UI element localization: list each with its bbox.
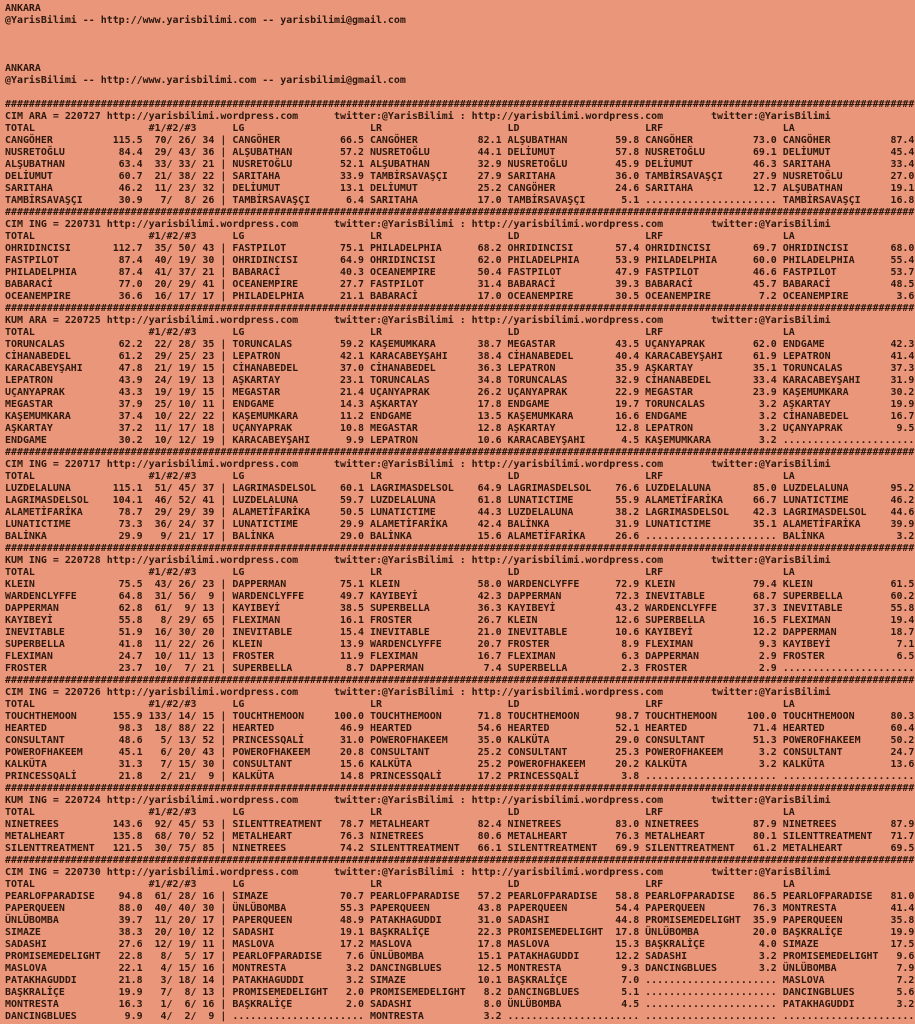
column-header-line: TOTAL #1/#2/#3 LG LR LD LRF LA xyxy=(5,807,795,818)
data-row: UÇANYAPRAK 43.3 19/ 19/ 15 | MEGASTAR 21.4 UÇANYAPRAK 26.2 UÇANYAPRAK 22.9 MEGASTAR 23.9 KAŞEMUMKARA 30.2 xyxy=(5,387,915,398)
data-row: CİHANABEDEL 61.2 29/ 25/ 23 | LEPATRON 42.1 KARACABEYŞAHI 38.4 CİHANABEDEL 40.4 KARACABEYŞAHI 61.9 LEPATRON 41.4 xyxy=(5,351,915,362)
data-row: SIMAZE 38.3 20/ 10/ 12 | SADASHI 19.1 BAŞKRALİÇE 22.3 PROMISEMEDELIGHT 17.8 ÜNLÜBOMBA 20.0 BAŞKRALİÇE 19.9 xyxy=(5,927,915,938)
data-row: POWEROFHAKEEM 45.1 6/ 20/ 43 | POWEROFHAKEEM 20.8 CONSULTANT 25.2 CONSULTANT 25.3 POWEROFHAKEEM 3.2 CONSULTANT 24.7 xyxy=(5,747,915,758)
data-row: LEPATRON 43.9 24/ 19/ 13 | AŞKARTAY 23.1 TORUNCALAS 34.8 TORUNCALAS 32.9 CİHANABEDEL 33.4 KARACABEYŞAHI 31.9 xyxy=(5,375,915,386)
data-row: CONSULTANT 48.6 5/ 13/ 52 | PRINCESSQALİ 31.0 POWEROFHAKEEM 35.0 KALKÜTA 29.0 CONSULTANT 51.3 POWEROFHAKEEM 50.2 xyxy=(5,735,915,746)
data-row: BABARACİ 77.0 20/ 29/ 41 | OCEANEMPIRE 27.7 FASTPILOT 31.4 BABARACİ 39.3 BABARACİ 45.7 BABARACİ 48.5 xyxy=(5,279,915,290)
separator-line: ######################################################################################################################################################## xyxy=(5,447,915,458)
section-title: KUM ARA = 220725 http://yarisbilimi.wordpress.com twitter:@YarisBilimi : http://yarisbilimi.wordpress.com twitter:@YarisBilimi xyxy=(5,315,831,326)
separator-line: ######################################################################################################################################################## xyxy=(5,207,915,218)
column-header-line: TOTAL #1/#2/#3 LG LR LD LRF LA xyxy=(5,123,795,134)
separator-line: ######################################################################################################################################################## xyxy=(5,99,915,110)
data-row: PRINCESSQALİ 21.8 2/ 21/ 9 | KALKÜTA 14.8 PRINCESSQALİ 17.2 PRINCESSQALİ 3.8 ...................... ...................... xyxy=(5,771,915,782)
section-title: CIM ARA = 220727 http://yarisbilimi.wordpress.com twitter:@YarisBilimi : http://yarisbilimi.wordpress.com twitter:@YarisBilimi xyxy=(5,111,831,122)
data-row: FLEXIMAN 24.7 10/ 11/ 13 | FROSTER 11.9 FLEXIMAN 16.7 FLEXIMAN 6.3 DAPPERMAN 2.9 FROSTER 6.5 xyxy=(5,651,915,662)
data-row: MEGASTAR 37.9 25/ 10/ 11 | ENDGAME 14.3 AŞKARTAY 17.8 ENDGAME 19.7 TORUNCALAS 3.2 AŞKARTAY 19.9 xyxy=(5,399,915,410)
section-title: CIM ING = 220726 http://yarisbilimi.wordpress.com twitter:@YarisBilimi : http://yarisbilimi.wordpress.com twitter:@YarisBilimi xyxy=(5,687,831,698)
column-header-line: TOTAL #1/#2/#3 LG LR LD LRF LA xyxy=(5,471,795,482)
data-row: WARDENCLYFFE 64.8 31/ 56/ 9 | WARDENCLYFFE 49.7 KAYIBEYİ 42.3 DAPPERMAN 72.3 INEVITABLE 68.7 SUPERBELLA 60.2 xyxy=(5,591,915,602)
data-row: ALŞUBATHAN 63.4 33/ 33/ 21 | NUSRETOĞLU 52.1 ALŞUBATHAN 32.9 NUSRETOĞLU 45.9 DELİUMUT 46.3 SARITAHA 33.4 xyxy=(5,159,915,170)
data-row: METALHEART 135.8 68/ 70/ 52 | METALHEART 76.3 NINETREES 80.6 METALHEART 76.3 METALHEART 80.1 SILENTTREATMENT 71.7 xyxy=(5,831,915,842)
data-row: KAYIBEYİ 55.8 8/ 29/ 65 | FLEXIMAN 16.1 FROSTER 26.7 KLEIN 12.6 SUPERBELLA 16.5 FLEXIMAN 19.4 xyxy=(5,615,915,626)
section-title: CIM ING = 220731 http://yarisbilimi.wordpress.com twitter:@YarisBilimi : http://yarisbilimi.wordpress.com twitter:@YarisBilimi xyxy=(5,219,831,230)
data-row: INEVITABLE 51.9 16/ 30/ 20 | INEVITABLE 15.4 INEVITABLE 21.0 INEVITABLE 10.6 KAYIBEYİ 12.2 DAPPERMAN 18.7 xyxy=(5,627,915,638)
data-row: PEARLOFPARADISE 94.8 61/ 28/ 16 | SIMAZE 70.7 PEARLOFPARADISE 57.2 PEARLOFPARADISE 58.8 PEARLOFPARADISE 86.5 PEARLOFPARADISE 81.0 xyxy=(5,891,915,902)
data-row: SILENTTREATMENT 121.5 30/ 75/ 85 | NINETREES 74.2 SILENTTREATMENT 66.1 SILENTTREATMENT 69.9 SILENTTREATMENT 61.2 METALHEART 69.5 xyxy=(5,843,915,854)
data-row: DANCINGBLUES 9.9 4/ 2/ 9 | ...................... MONTRESTA 3.2 ...................... ...................... ...................... xyxy=(5,1011,915,1022)
data-row: LAGRIMASDELSOL 104.1 46/ 52/ 41 | LUZDELALUNA 59.7 LUZDELALUNA 61.8 LUNATICTIME 55.9 ALAMETİFARİKA 66.7 LUNATICTIME 46.2 xyxy=(5,495,915,506)
data-row: TORUNCALAS 62.2 22/ 28/ 35 | TORUNCALAS 59.2 KAŞEMUMKARA 38.7 MEGASTAR 43.5 UÇANYAPRAK 62.0 ENDGAME 42.3 xyxy=(5,339,915,350)
byline: @YarisBilimi -- http://www.yarisbilimi.com -- yarisbilimi@gmail.com xyxy=(5,15,406,26)
data-row: FROSTER 23.7 10/ 7/ 21 | SUPERBELLA 8.7 DAPPERMAN 7.4 SUPERBELLA 2.3 FROSTER 2.9 ...................... xyxy=(5,663,915,674)
blank-line xyxy=(5,27,914,39)
data-row: ALAMETİFARİKA 78.7 29/ 29/ 39 | ALAMETİFARİKA 50.5 LUNATICTIME 44.3 LUZDELALUNA 38.2 LAGRIMASDELSOL 42.3 LAGRIMASDELSOL 44.6 xyxy=(5,507,915,518)
data-row: SADASHI 27.6 12/ 19/ 11 | MASLOVA 17.2 MASLOVA 17.8 MASLOVA 15.3 BAŞKRALİÇE 4.0 SIMAZE 17.5 xyxy=(5,939,915,950)
data-row: KARACABEYŞAHI 47.8 21/ 19/ 15 | CİHANABEDEL 37.0 CİHANABEDEL 36.3 LEPATRON 35.9 AŞKARTAY 35.1 TORUNCALAS 37.3 xyxy=(5,363,915,374)
column-header-line: TOTAL #1/#2/#3 LG LR LD LRF LA xyxy=(5,231,795,242)
data-row: ÜNLÜBOMBA 39.7 11/ 20/ 17 | PAPERQUEEN 48.9 PATAKHAGUDDI 31.0 SADASHI 44.8 PROMISEMEDELIGHT 35.9 PAPERQUEEN 35.8 xyxy=(5,915,915,926)
blank-line xyxy=(5,87,914,99)
separator-line: ######################################################################################################################################################## xyxy=(5,855,915,866)
data-row: OCEANEMPIRE 36.6 16/ 17/ 17 | PHILADELPHIA 21.1 BABARACİ 17.0 OCEANEMPIRE 30.5 OCEANEMPIRE 7.2 OCEANEMPIRE 3.6 xyxy=(5,291,915,302)
data-row: LUZDELALUNA 115.1 51/ 45/ 37 | LAGRIMASDELSOL 60.1 LAGRIMASDELSOL 64.9 LAGRIMASDELSOL 76.6 LUZDELALUNA 85.0 LUZDELALUNA 95.2 xyxy=(5,483,915,494)
data-row: OHRIDINCISI 112.7 35/ 50/ 43 | FASTPILOT 75.1 PHILADELPHIA 68.2 OHRIDINCISI 57.4 OHRIDINCISI 69.7 OHRIDINCISI 68.0 xyxy=(5,243,915,254)
column-header-line: TOTAL #1/#2/#3 LG LR LD LRF LA xyxy=(5,699,795,710)
data-row: MONTRESTA 16.3 1/ 6/ 16 | BAŞKRALİÇE 2.0 SADASHI 8.0 ÜNLÜBOMBA 4.5 ...................... PATAKHAGUDDI 3.2 xyxy=(5,999,915,1010)
section-title: CIM ING = 220717 http://yarisbilimi.wordpress.com twitter:@YarisBilimi : http://yarisbilimi.wordpress.com twitter:@YarisBilimi xyxy=(5,459,831,470)
separator-line: ######################################################################################################################################################## xyxy=(5,675,915,686)
section-title: CIM ING = 220730 http://yarisbilimi.wordpress.com twitter:@YarisBilimi : http://yarisbilimi.wordpress.com twitter:@YarisBilimi xyxy=(5,867,831,878)
report-body xyxy=(5,99,914,1023)
data-row: KLEIN 75.5 43/ 26/ 23 | DAPPERMAN 75.1 KLEIN 58.0 WARDENCLYFFE 72.9 KLEIN 79.4 KLEIN 61.5 xyxy=(5,579,915,590)
data-row: KALKÜTA 31.3 7/ 15/ 30 | CONSULTANT 15.6 KALKÜTA 25.2 POWEROFHAKEEM 20.2 KALKÜTA 3.2 KALKÜTA 13.6 xyxy=(5,759,915,770)
data-row: PATAKHAGUDDI 21.8 3/ 18/ 14 | PATAKHAGUDDI 3.2 SIMAZE 10.1 BAŞKRALİÇE 7.0 ...................... MASLOVA 7.2 xyxy=(5,975,915,986)
data-row: MASLOVA 22.1 4/ 15/ 16 | MONTRESTA 3.2 DANCINGBLUES 12.5 MONTRESTA 9.3 DANCINGBLUES 3.2 ÜNLÜBOMBA 7.9 xyxy=(5,963,915,974)
column-header-line: TOTAL #1/#2/#3 LG LR LD LRF LA xyxy=(5,327,795,338)
separator-line: ######################################################################################################################################################## xyxy=(5,543,915,554)
section-title: KUM ING = 220724 http://yarisbilimi.wordpress.com twitter:@YarisBilimi : http://yarisbilimi.wordpress.com twitter:@YarisBilimi xyxy=(5,795,831,806)
location-line: ANKARA xyxy=(5,3,41,14)
data-row: NINETREES 143.6 92/ 45/ 53 | SILENTTREATMENT 78.7 METALHEART 82.4 NINETREES 83.0 NINETREES 87.9 NINETREES 87.9 xyxy=(5,819,915,830)
column-header-line: TOTAL #1/#2/#3 LG LR LD LRF LA xyxy=(5,567,795,578)
data-row: AŞKARTAY 37.2 11/ 17/ 18 | UÇANYAPRAK 10.8 MEGASTAR 12.8 AŞKARTAY 12.8 LEPATRON 3.2 UÇANYAPRAK 9.5 xyxy=(5,423,915,434)
blank-line xyxy=(5,39,914,51)
data-row: SUPERBELLA 41.8 11/ 22/ 26 | KLEIN 13.9 WARDENCLYFFE 20.7 FROSTER 8.9 FLEXIMAN 9.3 KAYIBEYİ 7.1 xyxy=(5,639,915,650)
data-row: HEARTED 98.3 18/ 88/ 22 | HEARTED 46.9 HEARTED 54.6 HEARTED 52.1 HEARTED 71.4 HEARTED 60.4 xyxy=(5,723,915,734)
data-row: FASTPILOT 87.4 40/ 19/ 30 | OHRIDINCISI 64.9 OHRIDINCISI 62.0 PHILADELPHIA 53.9 PHILADELPHIA 60.0 PHILADELPHIA 55.4 xyxy=(5,255,915,266)
location-line: ANKARA xyxy=(5,63,41,74)
byline: @YarisBilimi -- http://www.yarisbilimi.com -- yarisbilimi@gmail.com xyxy=(5,75,406,86)
data-row: SARITAHA 46.2 11/ 23/ 32 | DELİUMUT 13.1 DELİUMUT 25.2 CANGÖHER 24.6 SARITAHA 12.7 ALŞUBATHAN 19.1 xyxy=(5,183,915,194)
terminal-screen xyxy=(5,3,914,1023)
data-row: KAŞEMUMKARA 37.4 10/ 22/ 22 | KAŞEMUMKARA 11.2 ENDGAME 13.5 KAŞEMUMKARA 16.6 ENDGAME 3.2 CİHANABEDEL 16.7 xyxy=(5,411,915,422)
column-header-line: TOTAL #1/#2/#3 LG LR LD LRF LA xyxy=(5,879,795,890)
data-row: LUNATICTIME 73.3 36/ 24/ 37 | LUNATICTIME 29.9 ALAMETİFARİKA 42.4 BALİNKA 31.9 LUNATICTIME 35.1 ALAMETİFARİKA 39.9 xyxy=(5,519,915,530)
data-row: TOUCHTHEMOON 155.9 133/ 14/ 15 | TOUCHTHEMOON 100.0 TOUCHTHEMOON 71.8 TOUCHTHEMOON 98.7 TOUCHTHEMOON 100.0 TOUCHTHEMOON 80.3 xyxy=(5,711,915,722)
data-row: PHILADELPHIA 87.4 41/ 37/ 21 | BABARACİ 40.3 OCEANEMPIRE 50.4 FASTPILOT 47.9 FASTPILOT 46.6 FASTPILOT 53.7 xyxy=(5,267,915,278)
data-row: CANGÖHER 115.5 70/ 26/ 34 | CANGÖHER 66.5 CANGÖHER 82.1 ALŞUBATHAN 59.8 CANGÖHER 73.0 CANGÖHER 87.4 xyxy=(5,135,915,146)
data-row: TAMBİRSAVAŞÇI 30.9 7/ 8/ 26 | TAMBİRSAVAŞÇI 6.4 SARITAHA 17.0 TAMBİRSAVAŞÇI 5.1 ...................... TAMBİRSAVAŞÇI 16.8 xyxy=(5,195,915,206)
data-row: NUSRETOĞLU 84.4 29/ 43/ 36 | ALŞUBATHAN 57.2 NUSRETOĞLU 44.1 DELİUMUT 57.8 NUSRETOĞLU 69.1 DELİUMUT 45.4 xyxy=(5,147,915,158)
separator-line: ######################################################################################################################################################## xyxy=(5,783,915,794)
data-row: BAŞKRALİÇE 19.9 7/ 8/ 13 | PROMISEMEDELIGHT 2.0 PROMISEMEDELIGHT 8.2 DANCINGBLUES 5.1 ...................... DANCINGBLUES 5.6 xyxy=(5,987,915,998)
data-row: PROMISEMEDELIGHT 22.8 8/ 5/ 17 | PEARLOFPARADISE 7.6 ÜNLÜBOMBA 15.1 PATAKHAGUDDI 12.2 SADASHI 3.2 PROMISEMEDELIGHT 9.6 xyxy=(5,951,915,962)
data-row: DELİUMUT 60.7 21/ 38/ 22 | SARITAHA 33.9 TAMBİRSAVAŞÇI 27.9 SARITAHA 36.0 TAMBİRSAVAŞÇI 27.9 NUSRETOĞLU 27.0 xyxy=(5,171,915,182)
blank-line xyxy=(5,51,914,63)
data-row: BALİNKA 29.9 9/ 21/ 17 | BALİNKA 29.0 BALİNKA 15.6 ALAMETİFARİKA 26.6 ...................... BALİNKA 3.2 xyxy=(5,531,915,542)
separator-line: ######################################################################################################################################################## xyxy=(5,303,915,314)
data-row: PAPERQUEEN 88.0 40/ 40/ 30 | ÜNLÜBOMBA 55.3 PAPERQUEEN 43.8 PAPERQUEEN 54.4 PAPERQUEEN 76.3 MONTRESTA 41.4 xyxy=(5,903,915,914)
data-row: ENDGAME 30.2 10/ 12/ 19 | KARACABEYŞAHI 9.9 LEPATRON 10.6 KARACABEYŞAHI 4.5 KAŞEMUMKARA 3.2 ...................... xyxy=(5,435,915,446)
data-row: DAPPERMAN 62.8 61/ 9/ 13 | KAYIBEYİ 38.5 SUPERBELLA 36.3 KAYIBEYİ 43.2 WARDENCLYFFE 37.3 INEVITABLE 55.8 xyxy=(5,603,915,614)
section-title: KUM ING = 220728 http://yarisbilimi.wordpress.com twitter:@YarisBilimi : http://yarisbilimi.wordpress.com twitter:@YarisBilimi xyxy=(5,555,831,566)
